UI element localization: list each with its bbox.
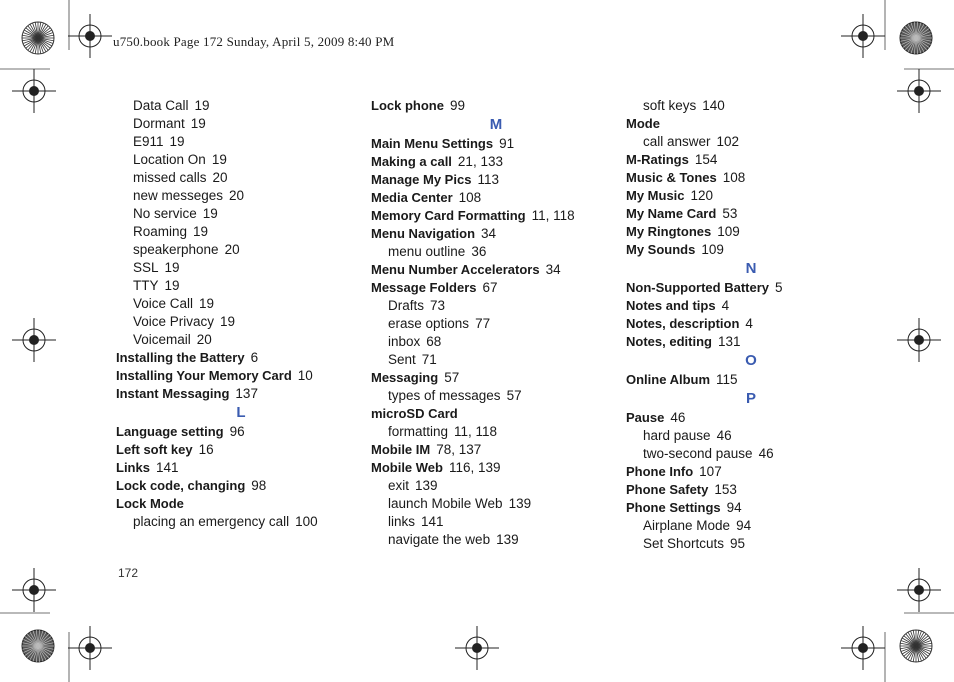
entry-term: Voice Call (133, 296, 194, 311)
index-subentry (371, 333, 621, 351)
index-entry (116, 495, 366, 513)
entry-term: Voicemail (133, 332, 191, 347)
index-entry (116, 385, 366, 403)
entry-term: Media Center (371, 190, 453, 205)
entry-page-refs[interactable]: 11, 118 (454, 424, 498, 439)
registration-dot (914, 86, 924, 96)
entry-term: Dormant (133, 116, 185, 131)
entry-term: links (388, 514, 416, 529)
entry-page-refs[interactable]: 19 (194, 98, 210, 113)
registration-dot (914, 585, 924, 595)
entry-page-refs[interactable]: 98 (251, 478, 267, 493)
entry-term: Pause (626, 410, 665, 425)
entry-page-refs[interactable]: 46 (758, 446, 774, 461)
entry-page-refs[interactable]: 5 (775, 280, 783, 295)
index-entry (371, 153, 621, 171)
entry-term: placing an emergency call (133, 514, 290, 529)
index-entry (116, 441, 366, 459)
section-letter: L (236, 404, 246, 421)
entry-page-refs[interactable]: 102 (716, 134, 740, 149)
entry-term: Links (116, 460, 150, 475)
entry-page-refs[interactable]: 34 (481, 226, 497, 241)
entry-term: Manage My Pics (371, 172, 472, 187)
entry-term: new messeges (133, 188, 224, 203)
entry-page-refs[interactable]: 99 (449, 98, 465, 113)
index-entry (371, 441, 621, 459)
entry-page-refs[interactable]: 6 (250, 350, 259, 365)
index-subentry (371, 297, 621, 315)
index-entry (626, 223, 876, 241)
index-subentry (626, 133, 876, 151)
index-entry (626, 151, 876, 169)
entry-page-refs[interactable]: 116, 139 (448, 460, 501, 475)
entry-page-refs[interactable]: 137 (235, 386, 258, 401)
entry-page-refs[interactable]: 139 (508, 496, 532, 511)
registration-dot (858, 643, 868, 653)
entry-term: Voice Privacy (133, 314, 215, 329)
entry-page-refs[interactable]: 71 (421, 352, 437, 367)
index-entry (371, 279, 621, 297)
entry-term: erase options (388, 316, 470, 331)
index-subentry (116, 295, 366, 313)
index-entry (626, 315, 876, 333)
index-subentry (116, 205, 366, 223)
index-entry (371, 261, 621, 279)
index-entry (116, 349, 366, 367)
entry-page-refs[interactable]: 67 (482, 280, 498, 295)
book-slug-line: u750.book Page 172 Sunday, April 5, 2009 8:40 PM (113, 34, 395, 49)
entry-term: formatting (388, 424, 449, 439)
entry-term: Left soft key (116, 442, 193, 457)
entry-term: microSD Card (371, 406, 458, 421)
index-subentry (371, 495, 621, 513)
index-entry (116, 423, 366, 441)
index-subentry (371, 477, 621, 495)
index-subentry (116, 277, 366, 295)
entry-term: navigate the web (388, 532, 491, 547)
index-entry (371, 459, 621, 477)
index-subentry (371, 351, 621, 369)
index-entry (626, 169, 876, 187)
entry-term: SSL (133, 260, 159, 275)
entry-term: Notes, editing (626, 334, 712, 349)
registration-dot (914, 335, 924, 345)
index-entry (626, 333, 876, 351)
entry-term: Language setting (116, 424, 224, 439)
index-column-1 (116, 97, 366, 531)
registration-dot (29, 335, 39, 345)
entry-term: Mobile IM (371, 442, 431, 457)
entry-page-refs[interactable]: 19 (190, 116, 206, 131)
entry-term: missed calls (133, 170, 207, 185)
entry-page-refs[interactable]: 96 (229, 424, 245, 439)
entry-page-refs[interactable]: 19 (199, 296, 215, 311)
entry-page-refs[interactable]: 108 (458, 190, 482, 205)
section-letter: N (745, 260, 757, 277)
index-subentry (116, 97, 366, 115)
entry-page-refs[interactable]: 77 (475, 316, 491, 331)
index-entry (116, 367, 366, 385)
section-letter: P (745, 390, 756, 407)
entry-page-refs[interactable]: 10 (297, 368, 313, 383)
index-column-2 (371, 97, 621, 549)
entry-term: Roaming (133, 224, 188, 239)
entry-page-refs[interactable]: 53 (722, 206, 738, 221)
entry-term: Lock Mode (116, 496, 184, 511)
index-entry (626, 463, 876, 481)
index-entry (371, 171, 621, 189)
entry-term: Menu Navigation (371, 226, 476, 241)
entry-term: Instant Messaging (116, 386, 230, 401)
entry-term: Drafts (388, 298, 425, 313)
entry-page-refs[interactable]: 109 (717, 224, 740, 239)
entry-term: Phone Safety (626, 482, 709, 497)
index-subentry (371, 315, 621, 333)
entry-term: hard pause (643, 428, 711, 443)
registration-dot (858, 31, 868, 41)
registration-dot (29, 86, 39, 96)
index-subentry (371, 243, 621, 261)
index-subentry (116, 115, 366, 133)
entry-term: E911 (133, 134, 164, 149)
entry-page-refs[interactable]: 141 (421, 514, 444, 529)
entry-term: TTY (133, 278, 159, 293)
entry-page-refs[interactable]: 11, 118 (531, 208, 575, 223)
entry-page-refs[interactable]: 100 (295, 514, 318, 529)
index-entry (626, 279, 876, 297)
entry-page-refs[interactable]: 16 (198, 442, 214, 457)
entry-term: Installing the Battery (116, 350, 245, 365)
entry-term: My Music (626, 188, 685, 203)
entry-page-refs[interactable]: 120 (690, 188, 714, 203)
entry-term: My Name Card (626, 206, 717, 221)
entry-page-refs[interactable]: 131 (717, 334, 741, 349)
index-subentry (116, 223, 366, 241)
entry-page-refs[interactable]: 34 (545, 262, 561, 277)
section-letter: M (489, 116, 503, 133)
index-subentry (626, 517, 876, 535)
index-subentry (116, 241, 366, 259)
entry-term: call answer (643, 134, 711, 149)
index-entry (371, 225, 621, 243)
index-subentry (371, 513, 621, 531)
index-subentry (116, 187, 366, 205)
entry-page-refs[interactable]: 4 (745, 316, 753, 331)
entry-term: M-Ratings (626, 152, 689, 167)
entry-page-refs[interactable]: 19 (193, 224, 209, 239)
entry-term: Making a call (371, 154, 452, 169)
entry-page-refs[interactable]: 20 (212, 170, 228, 185)
index-subentry (116, 513, 366, 531)
entry-term: types of messages (388, 388, 501, 403)
page-number: 172 (118, 566, 139, 580)
entry-term: Non-Supported Battery (626, 280, 769, 295)
index-subentry (116, 259, 366, 277)
entry-term: Menu Number Accelerators (371, 262, 540, 277)
index-entry (626, 297, 876, 315)
index-entry (371, 189, 621, 207)
entry-page-refs[interactable]: 139 (496, 532, 519, 547)
entry-page-refs[interactable]: 140 (702, 98, 725, 113)
entry-page-refs[interactable]: 109 (701, 242, 724, 257)
entry-page-refs[interactable]: 107 (699, 464, 722, 479)
entry-term: Notes and tips (626, 298, 716, 313)
entry-page-refs[interactable]: 141 (155, 460, 179, 475)
entry-page-refs[interactable]: 19 (202, 206, 218, 221)
index-subentry (371, 387, 621, 405)
entry-term: Sent (388, 352, 416, 367)
index-entry (626, 481, 876, 499)
entry-page-refs[interactable]: 95 (730, 536, 746, 551)
entry-page-refs[interactable]: 21, 133 (457, 154, 503, 169)
entry-term: Lock code, changing (116, 478, 246, 493)
index-subentry (116, 313, 366, 331)
index-entry (626, 205, 876, 223)
entry-term: inbox (388, 334, 421, 349)
index-entry (116, 477, 366, 495)
entry-term: soft keys (643, 98, 697, 113)
entry-page-refs[interactable]: 57 (444, 370, 460, 385)
index-entry (371, 207, 621, 225)
index-subentry (371, 423, 621, 441)
registration-dot (85, 31, 95, 41)
entry-page-refs[interactable]: 78, 137 (436, 442, 482, 457)
entry-term: Data Call (133, 98, 189, 113)
index-entry (626, 115, 876, 133)
entry-page-refs[interactable]: 115 (716, 372, 738, 387)
index-entry (626, 409, 876, 427)
entry-term: Memory Card Formatting (371, 208, 526, 223)
entry-term: Phone Settings (626, 500, 721, 515)
index-subentry (116, 151, 366, 169)
entry-page-refs[interactable]: 4 (721, 298, 730, 313)
index-entry (371, 135, 621, 153)
entry-page-refs[interactable]: 46 (670, 410, 686, 425)
entry-term: Airplane Mode (643, 518, 731, 533)
entry-page-refs[interactable]: 20 (196, 332, 212, 347)
index-entry (371, 97, 621, 115)
entry-term: My Ringtones (626, 224, 712, 239)
index-subentry (626, 445, 876, 463)
entry-term: menu outline (388, 244, 466, 259)
entry-page-refs[interactable]: 19 (220, 314, 236, 329)
entry-term: Lock phone (371, 98, 444, 113)
entry-page-refs[interactable]: 36 (471, 244, 487, 259)
entry-page-refs[interactable]: 154 (694, 152, 718, 167)
entry-page-refs[interactable]: 20 (224, 242, 240, 257)
entry-page-refs[interactable]: 68 (426, 334, 442, 349)
entry-term: speakerphone (133, 242, 219, 257)
entry-term: My Sounds (626, 242, 696, 257)
index-subentry (626, 97, 876, 115)
entry-page-refs[interactable]: 108 (722, 170, 746, 185)
entry-page-refs[interactable]: 94 (726, 500, 742, 515)
entry-page-refs[interactable]: 19 (164, 278, 180, 293)
entry-term: Main Menu Settings (371, 136, 494, 151)
entry-term: exit (388, 478, 410, 493)
index-subentry (626, 535, 876, 553)
index-subentry (116, 133, 366, 151)
entry-page-refs[interactable]: 94 (736, 518, 752, 533)
entry-term: Phone Info (626, 464, 694, 479)
entry-term: launch Mobile Web (388, 496, 503, 511)
registration-dot (472, 643, 482, 653)
index-subentry (116, 331, 366, 349)
entry-page-refs[interactable]: 91 (499, 136, 515, 151)
entry-term: Installing Your Memory Card (116, 368, 292, 383)
entry-term: Mobile Web (371, 460, 443, 475)
index-entry (626, 241, 876, 259)
entry-term: Location On (133, 152, 206, 167)
index-entry (371, 405, 621, 423)
entry-term: No service (133, 206, 197, 221)
index-entry (626, 499, 876, 517)
index-entry (371, 369, 621, 387)
entry-term: Online Album (626, 372, 711, 387)
entry-page-refs[interactable]: 20 (229, 188, 245, 203)
entry-term: Music & Tones (626, 170, 717, 185)
section-letter: O (745, 352, 757, 369)
entry-term: Messaging (371, 370, 439, 385)
registration-dot (29, 585, 39, 595)
entry-page-refs[interactable]: 19 (164, 260, 180, 275)
entry-page-refs[interactable]: 46 (716, 428, 732, 443)
entry-term: Message Folders (371, 280, 477, 295)
entry-term: Notes, description (626, 316, 740, 331)
index-entry (116, 459, 366, 477)
entry-page-refs[interactable]: 139 (415, 478, 438, 493)
entry-page-refs[interactable]: 57 (506, 388, 522, 403)
entry-page-refs[interactable]: 19 (211, 152, 227, 167)
entry-page-refs[interactable]: 73 (430, 298, 446, 313)
registration-dot (85, 643, 95, 653)
entry-term: two-second pause (643, 446, 753, 461)
index-entry (626, 371, 876, 389)
index-subentry (626, 427, 876, 445)
index-entry (626, 187, 876, 205)
index-subentry (371, 531, 621, 549)
entry-page-refs[interactable]: 19 (169, 134, 185, 149)
entry-term: Mode (626, 116, 660, 131)
entry-page-refs[interactable]: 113 (477, 172, 499, 187)
entry-page-refs[interactable]: 153 (714, 482, 737, 497)
entry-term: Set Shortcuts (643, 536, 725, 551)
index-column-3 (626, 97, 876, 553)
index-subentry (116, 169, 366, 187)
